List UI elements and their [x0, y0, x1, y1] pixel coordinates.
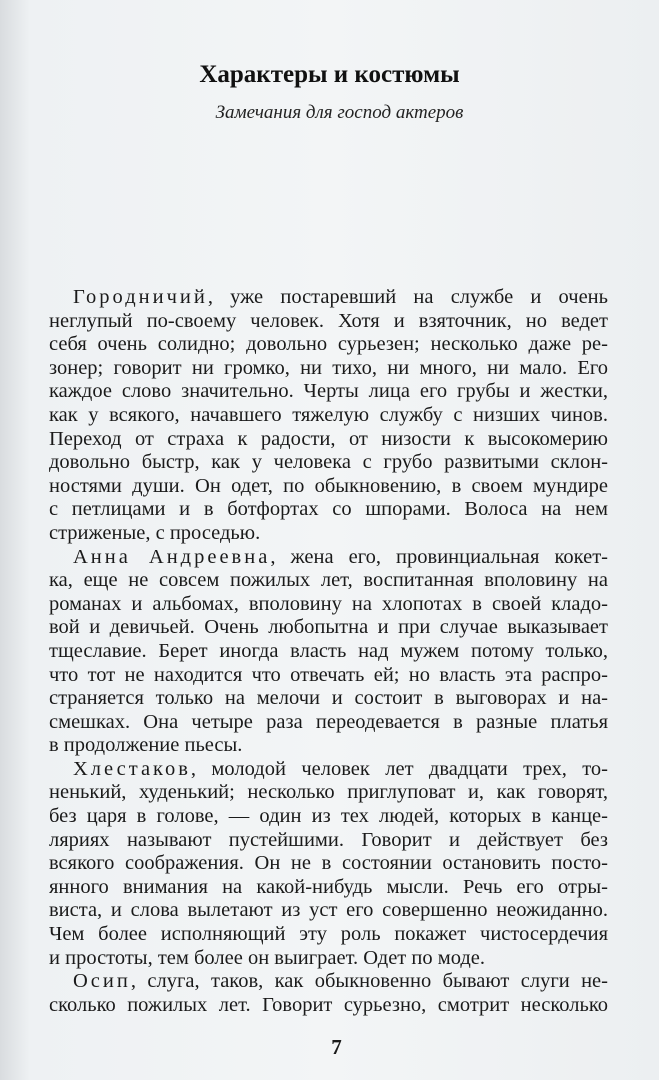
- line-text: ненький, худенький; несколько приглуповат и, как говорят,: [49, 781, 608, 804]
- text-line: [49, 687, 608, 711]
- line-text: янного внимания на какой-нибудь мысли. Речь его отры-: [49, 875, 608, 898]
- line-text: с петлицами и в ботфортах со шпорами. Волоса на нем: [49, 498, 608, 521]
- text-line: [49, 781, 608, 805]
- line-text: что тот не находится что отвечать ей; но власть эта распро-: [49, 663, 608, 686]
- page-number: 7: [331, 1035, 342, 1059]
- line-text: себя очень солидно; довольно сурьезен; несколько даже ре-: [49, 333, 608, 356]
- text-line: [49, 852, 608, 876]
- text-line: [49, 333, 608, 357]
- line-text: страняется только на мелочи и состоит в выговорах и на-: [49, 687, 608, 710]
- paragraph: [49, 286, 608, 546]
- text-line: [49, 640, 608, 664]
- text-line: [49, 475, 608, 499]
- line-text: , слуга, таков, как обыкновенно бывают слуги не-: [130, 970, 608, 993]
- text-line: [49, 994, 608, 1018]
- text-line: [49, 664, 608, 688]
- page-title: Характеры и костюмы: [199, 61, 460, 88]
- line-text: Переход от страха к радости, от низости к высокомерию: [49, 427, 608, 450]
- line-text: тщеславие. Берет иногда власть над мужем потому только,: [49, 639, 608, 662]
- line-text: смешках. Она четыре раза переодевается в разные платья: [49, 710, 608, 733]
- line-text: , жена его, провинциальная кокет-: [270, 545, 609, 568]
- line-text: каждое слово значительно. Черты лица его грубы и жестки,: [49, 380, 608, 403]
- paragraph: [49, 970, 608, 1017]
- line-text: неглупый по-своему человек. Хотя и взяточник, но ведет: [49, 309, 608, 332]
- character-name: Осип: [73, 970, 131, 993]
- line-text: Чем более исполняющий эту роль покажет чистосердечия: [49, 923, 608, 946]
- character-name: Анна Андреевна: [73, 545, 271, 568]
- line-text: без царя в голове, — один из тех людей, которых в канце-: [49, 805, 608, 828]
- line-text: вой и девичьей. Очень любопытна и при случае выказывает: [49, 616, 608, 639]
- text-line: [49, 569, 608, 593]
- line-text: сколько пожилых лет. Говорит сурьезно, смотрит несколько: [49, 993, 608, 1016]
- text-line: [49, 286, 608, 310]
- line-text: , уже постаревший на службе и очень: [207, 286, 608, 308]
- text-line: [49, 546, 608, 570]
- line-text: виста, и слова вылетают из уст его совершенно неожиданно.: [49, 899, 608, 922]
- line-text: довольно быстр, как у человека с грубо развитыми склон-: [49, 451, 608, 474]
- text-line: [49, 805, 608, 829]
- text-line: [49, 593, 608, 617]
- character-name: Хлестаков: [73, 757, 191, 780]
- line-text: в продолжение пьесы.: [49, 734, 243, 757]
- line-text: ляриях называют пустейшими. Говорит и действует без: [49, 828, 608, 851]
- line-text: как у всякого, начавшего тяжелую службу с низших чинов.: [49, 403, 608, 426]
- text-line: [49, 522, 608, 546]
- text-line: [49, 923, 608, 947]
- line-text: зонер; говорит ни громко, ни тихо, ни много, ни мало. Его: [49, 356, 608, 379]
- paragraph: [49, 546, 608, 758]
- character-name: Городничий: [73, 286, 208, 308]
- text-line: [49, 876, 608, 900]
- text-line: [49, 428, 608, 452]
- text-line: [49, 357, 608, 381]
- text-line: [49, 970, 608, 994]
- text-line: [49, 734, 608, 758]
- text-line: [49, 380, 608, 404]
- line-text: ка, еще не совсем пожилых лет, воспитанная вполовину на: [49, 569, 608, 592]
- text-line: [49, 616, 608, 640]
- line-text: стриженые, с проседью.: [49, 521, 261, 544]
- text-line: [49, 451, 608, 475]
- paragraph: [49, 758, 608, 970]
- line-text: и простоты, тем более он выиграет. Одет по моде.: [49, 946, 486, 969]
- text-line: [49, 829, 608, 853]
- line-text: , молодой человек лет двадцати трех, то-: [190, 757, 608, 780]
- line-text: всякого соображения. Он не в состоянии остановить посто-: [49, 852, 608, 875]
- text-line: [49, 711, 608, 735]
- text-line: [49, 947, 608, 971]
- line-text: романах и альбомах, вполовину на хлопотах в своей кладо-: [49, 592, 608, 615]
- body-text: [49, 286, 608, 1017]
- text-line: [49, 404, 608, 428]
- text-line: [49, 310, 608, 334]
- line-text: ностями души. Он одет, по обыкновению, в своем мундире: [49, 474, 608, 497]
- text-line: [49, 498, 608, 522]
- page-subtitle: Замечания для господ актеров: [215, 102, 464, 123]
- text-line: [49, 758, 608, 782]
- text-line: [49, 899, 608, 923]
